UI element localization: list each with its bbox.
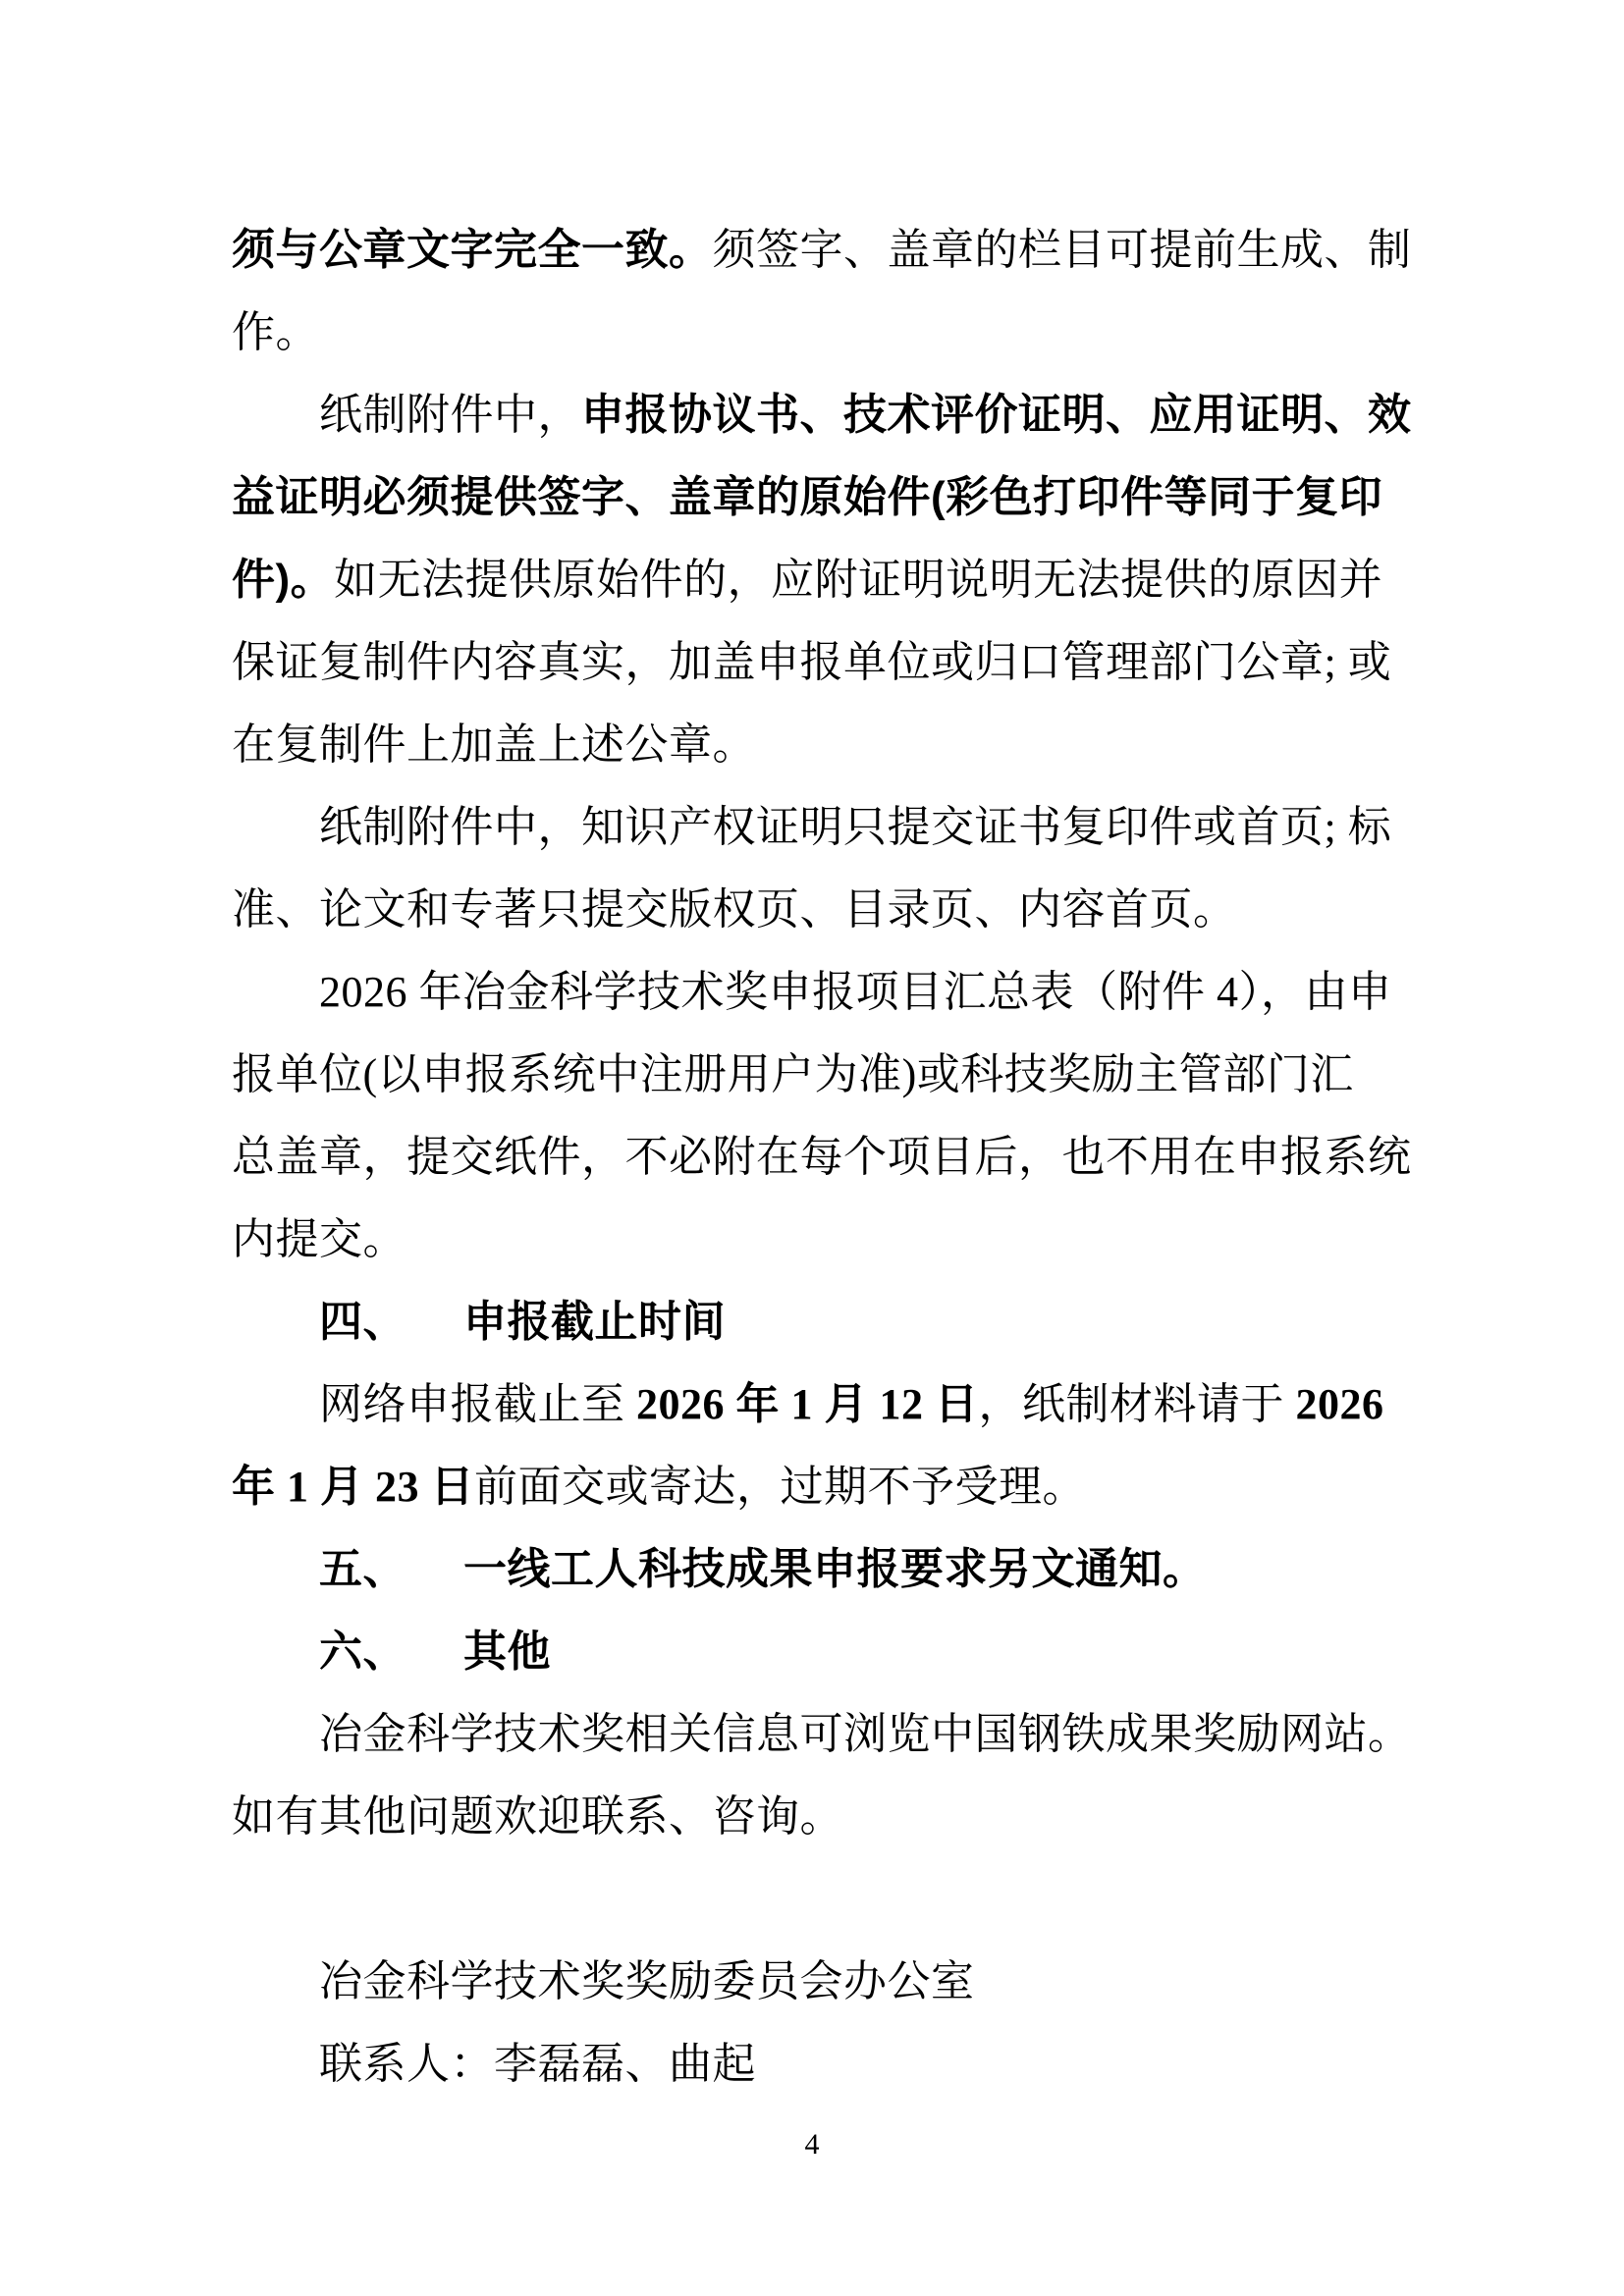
- text-run: 申报协议书、技术评价证明、应用证明、效: [581, 391, 1412, 439]
- text-line: [232, 2023, 1394, 2106]
- text-run: 2026 年 1 月 12 日: [636, 1380, 979, 1428]
- text-run: 2026: [1295, 1380, 1384, 1428]
- text-run: 如有其他问题欢迎联系、咨询。: [232, 1792, 843, 1841]
- text-line: [232, 1363, 1394, 1446]
- text-line: [232, 869, 1394, 951]
- text-run: 报单位(以申报系统中注册用户为准)或科技奖励主管部门汇: [232, 1050, 1354, 1098]
- text-run: 2026 年冶金科学技术奖申报项目汇总表（附件 4），由申: [319, 968, 1392, 1016]
- text-run: 一线工人科技成果申报要求另文通知。: [463, 1545, 1207, 1593]
- text-line: [232, 1528, 1394, 1611]
- text-run: 其他: [463, 1628, 551, 1676]
- document-body: [232, 209, 1412, 2106]
- text-line: [232, 1611, 1394, 1693]
- text-run: 益证明必须提供签字、盖章的原始件(彩色打印件等同于复印: [232, 473, 1383, 521]
- text-line: [232, 209, 1412, 292]
- text-run: 六、: [319, 1628, 406, 1676]
- text-run: 五、: [319, 1545, 406, 1593]
- text-line: [232, 456, 1394, 539]
- text-run: 冶金科学技术奖奖励委员会办公室: [319, 1957, 975, 2005]
- text-run: 件)。: [232, 556, 335, 604]
- text-run: 申报截止时间: [463, 1298, 726, 1346]
- page-number: 4: [804, 2128, 820, 2161]
- text-run: 如无法提供原始件的，应附证明说明无法提供的原因并: [334, 556, 1383, 604]
- text-line: [232, 786, 1394, 869]
- text-run: 网络申报截止至: [319, 1380, 636, 1428]
- text-run: 冶金科学技术奖相关信息可浏览中国钢铁成果奖励网站。: [319, 1710, 1412, 1758]
- text-run: 年 1 月 23 日: [232, 1463, 474, 1511]
- text-run: 内提交。: [232, 1215, 406, 1263]
- text-line: [232, 374, 1412, 456]
- blank-line: [232, 1858, 1394, 1941]
- text-line: [232, 292, 1394, 374]
- text-line: [232, 1034, 1394, 1116]
- text-line: [232, 1199, 1394, 1281]
- text-line: [232, 1281, 1394, 1363]
- text-run: 须与公章文字完全一致。: [232, 226, 713, 274]
- text-run: 纸制附件中，: [319, 391, 581, 439]
- text-run: 总盖章，提交纸件，不必附在每个项目后，也不用在申报系统: [232, 1133, 1412, 1181]
- text-line: [232, 704, 1394, 786]
- text-run: 四、: [319, 1298, 406, 1346]
- text-run: ，纸制材料请于: [978, 1380, 1296, 1428]
- text-line: [232, 951, 1394, 1034]
- text-run: 保证复制件内容真实，加盖申报单位或归口管理部门公章; 或: [232, 638, 1392, 686]
- text-run: 作。: [232, 308, 319, 356]
- text-run: 须签字、盖章的栏目可提前生成、制: [712, 226, 1412, 274]
- text-run: 前面交或寄达，过期不予受理。: [474, 1463, 1086, 1511]
- text-line: [232, 621, 1394, 704]
- text-run: 准、论文和专著只提交版权页、目录页、内容首页。: [232, 885, 1237, 934]
- text-run: 在复制件上加盖上述公章。: [232, 721, 756, 769]
- text-line: [232, 1776, 1394, 1858]
- text-run: 纸制附件中，知识产权证明只提交证书复印件或首页; 标: [319, 803, 1392, 851]
- text-line: [232, 1446, 1394, 1528]
- text-line: [232, 1941, 1394, 2023]
- text-line: [232, 539, 1394, 621]
- text-line: [232, 1693, 1412, 1776]
- text-run: 联系人：李磊磊、曲起: [319, 2040, 756, 2088]
- text-line: [232, 1116, 1412, 1199]
